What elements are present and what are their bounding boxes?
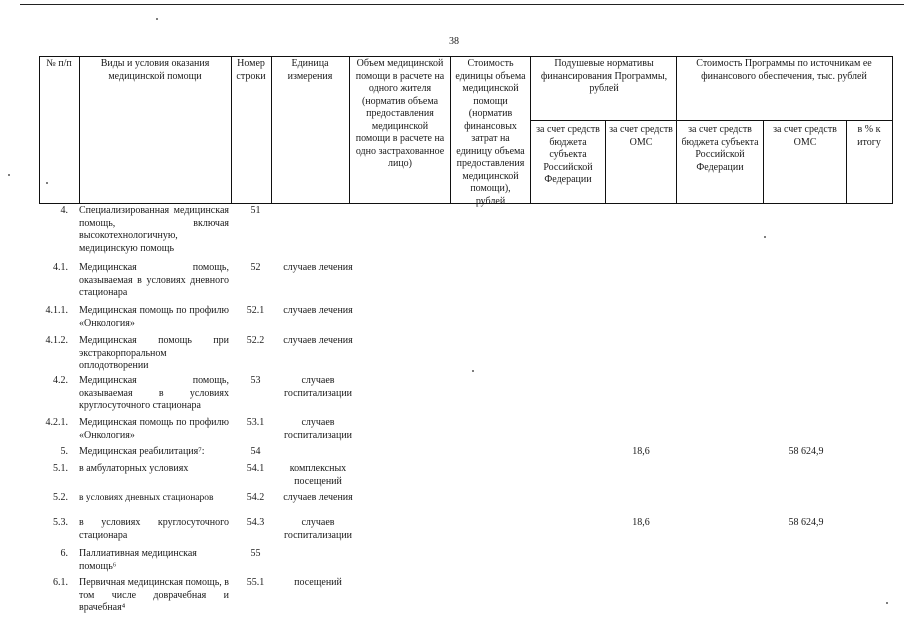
header-group-percapita: Подушевые нормативы финансирования Программы, рублей — [540, 58, 668, 94]
row-number: 4.1.2. — [45, 335, 68, 346]
row-total-oms: 58 624,9 — [788, 517, 824, 528]
header-percapita-budget: за счет средств бюджета субъекта Российской Федерации — [536, 124, 600, 185]
row-number: 5. — [60, 446, 68, 457]
row-code: 53 — [250, 375, 261, 386]
row-unit: случаев лечения — [283, 262, 353, 273]
row-name: Медицинская помощь, оказываемая в условиях круглосуточного стационара — [79, 375, 229, 411]
row-number: 4.1. — [53, 262, 68, 273]
row-unit: комплексных посещений — [289, 463, 347, 487]
row-unit: случаев госпитализации — [283, 517, 353, 541]
row-code: 54.1 — [246, 463, 265, 474]
header-col-type: Виды и условия оказания медицинской помощи — [100, 58, 210, 82]
row-code: 54.2 — [246, 492, 265, 503]
row-code: 52 — [250, 262, 261, 273]
row-percapita-oms: 18,6 — [632, 446, 650, 457]
row-name: Первичная медицинская помощь, в том числе доврачебная и врачебная⁴ — [79, 577, 229, 613]
header-col-row: Номер строки — [236, 58, 266, 82]
scan-speck — [886, 602, 888, 604]
row-name: Медицинская реабилитация⁷: — [79, 446, 205, 457]
row-code: 55.1 — [246, 577, 265, 588]
row-code: 55 — [250, 548, 261, 559]
row-name: Медицинская помощь при экстракорпоральном оплодотворении — [79, 335, 229, 371]
row-number: 4.2.1. — [45, 417, 68, 428]
row-number: 5.1. — [53, 463, 68, 474]
row-name: Специализированная медицинская помощь, включая высокотехнологичную, медицинскую помощь — [79, 205, 229, 254]
row-code: 53.1 — [246, 417, 265, 428]
row-total-oms: 58 624,9 — [788, 446, 824, 457]
row-code: 54.3 — [246, 517, 265, 528]
row-name: Медицинская помощь, оказываемая в условиях дневного стационара — [79, 262, 229, 298]
page-number: 38 — [449, 36, 459, 47]
table-header — [0, 0, 906, 205]
scan-speck — [156, 18, 158, 20]
row-number: 4.2. — [53, 375, 68, 386]
row-name: Паллиативная медицинская помощь⁶ — [79, 548, 197, 572]
row-number: 5.2. — [53, 492, 68, 503]
row-number: 6.1. — [53, 577, 68, 588]
row-name: Медицинская помощь по профилю «Онкология» — [79, 417, 229, 441]
header-percapita-oms: за счет средств ОМС — [609, 124, 673, 148]
row-unit: случаев лечения — [283, 492, 353, 503]
row-unit: случаев лечения — [283, 335, 353, 346]
row-number: 5.3. — [53, 517, 68, 528]
row-code: 52.1 — [246, 305, 265, 316]
row-unit: случаев госпитализации — [283, 417, 353, 441]
row-number: 4.1.1. — [45, 305, 68, 316]
header-total-percent: в % к итогу — [857, 124, 881, 148]
header-col-unit: Единица измерения — [287, 58, 333, 82]
scan-speck — [764, 236, 766, 238]
row-unit: случаев госпитализации — [283, 375, 353, 399]
row-code: 51 — [250, 205, 261, 216]
scan-speck — [472, 370, 474, 372]
header-col-cost: Стоимость единицы объема медицинской помощи (норматив финансовых затрат на единицу объема предоставления медицинской помощи), рублей — [455, 58, 526, 207]
header-total-budget: за счет средств бюджета субъекта Российской Федерации — [681, 124, 759, 173]
row-number: 4. — [60, 205, 68, 216]
row-percapita-oms: 18,6 — [632, 517, 650, 528]
header-col-number: № п/п — [46, 58, 72, 69]
row-name: в амбулаторных условиях — [79, 463, 189, 474]
row-code: 54 — [250, 446, 261, 457]
row-name: в условиях дневных стационаров — [79, 493, 214, 503]
row-unit: посещений — [294, 577, 342, 588]
scan-speck — [8, 174, 10, 176]
row-number: 6. — [60, 548, 68, 559]
row-unit: случаев лечения — [283, 305, 353, 316]
row-name: в условиях круглосуточного стационара — [79, 517, 229, 541]
header-col-volume: Объем медицинской помощи в расчете на одного жителя (норматив объема предоставления медицинской помощи в расчете на одно застрахованное лицо) — [355, 58, 445, 169]
header-group-total: Стоимость Программы по источникам ее финансового обеспечения, тыс. рублей — [696, 58, 872, 82]
scan-speck — [46, 182, 48, 184]
row-code: 52.2 — [246, 335, 265, 346]
row-name: Медицинская помощь по профилю «Онкология» — [79, 305, 229, 329]
header-total-oms: за счет средств ОМС — [773, 124, 837, 148]
